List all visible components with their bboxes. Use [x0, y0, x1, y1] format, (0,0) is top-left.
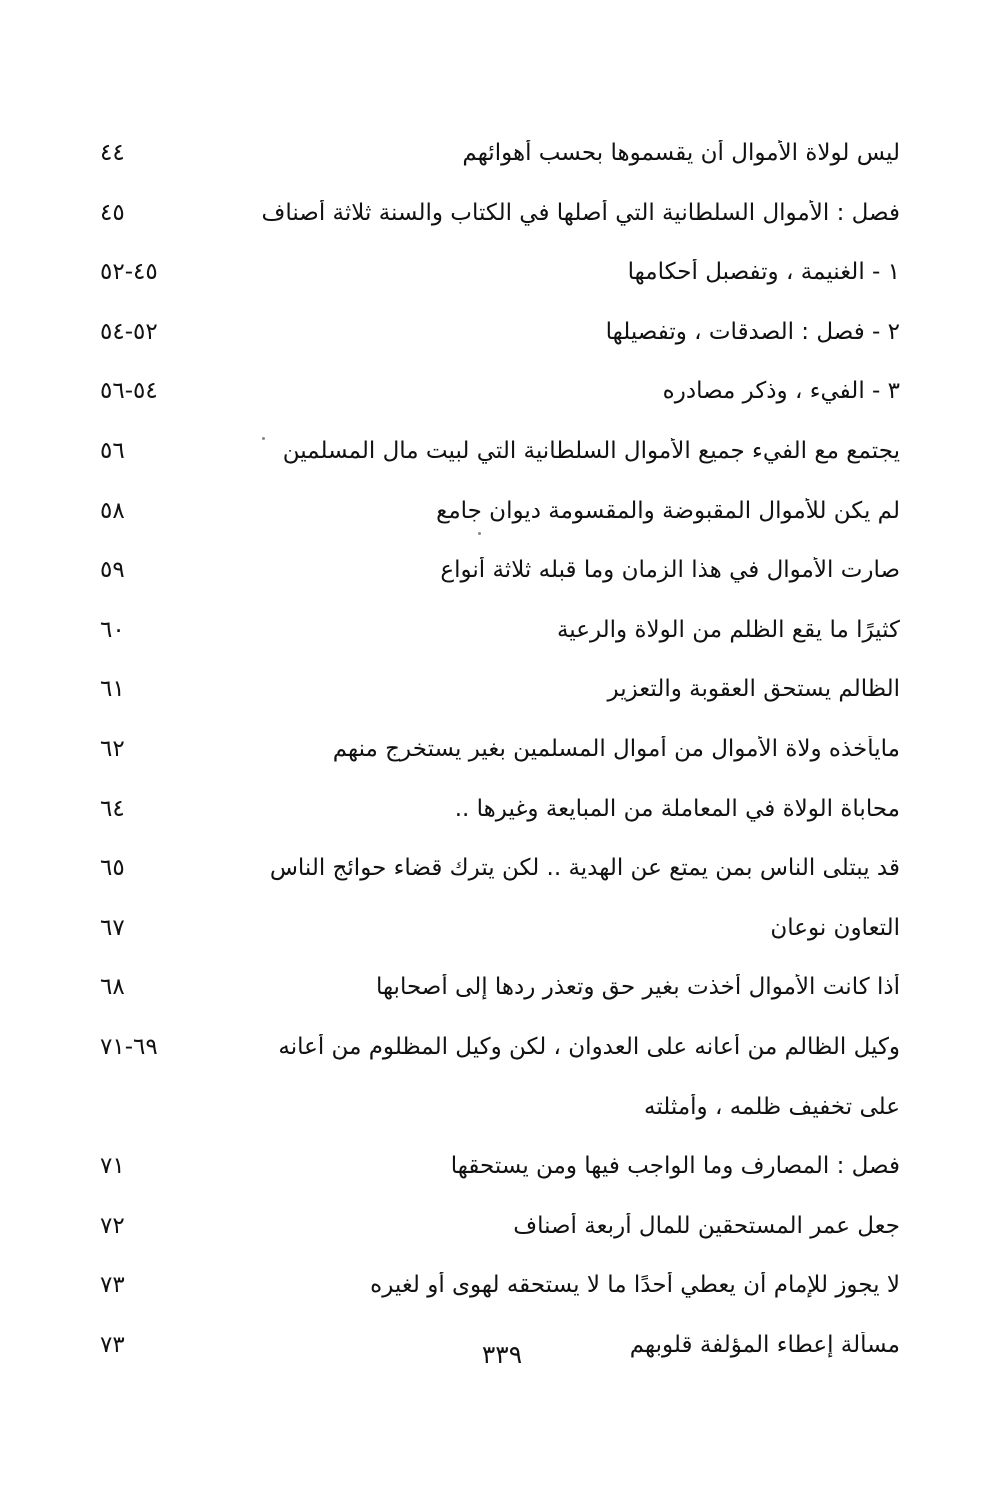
toc-entry-title: أذا كانت الأموال أخذت بغير حق وتعذر ردها إلى أصحابها: [375, 974, 900, 1001]
toc-entry-page: [100, 1094, 240, 1122]
toc-entry-title: قد يبتلى الناس بمن يمتع عن الهدية .. لكن يترك قضاء حوائج الناس: [269, 855, 900, 882]
toc-entry-page: ٥٩: [100, 557, 125, 584]
toc-entry: [100, 243, 900, 303]
scan-speck: [262, 437, 265, 440]
toc-entry-title: ليس لولاة الأموال أن يقسموها بحسب أهوائهم: [462, 140, 900, 166]
toc-entry-title: وكيل الظالم من أعانه على العدوان ، لكن وكيل المظلوم من أعانه: [278, 1033, 900, 1060]
toc-entry-page: ٦٩-٧١: [100, 1033, 158, 1060]
toc-entry-page: ٥٢-٥٤: [100, 318, 158, 345]
toc-entry-page: ٧١: [100, 1153, 125, 1180]
toc-entry: [100, 601, 900, 661]
toc-entry-title: فصل : الأموال السلطانية التي أصلها في الكتاب والسنة ثلاثة أصناف: [261, 199, 900, 226]
toc-entry: [100, 1018, 900, 1078]
toc-entry-page: ٧٢: [100, 1212, 125, 1239]
toc-entry-page: ٦٧: [100, 914, 125, 941]
toc-entry-title: يجتمع مع الفيء جميع الأموال السلطانية التي لبيت مال المسلمين: [282, 437, 900, 464]
toc-entry-page: ٥٨: [100, 497, 125, 524]
toc-entry-title: محاباة الولاة في المعاملة من المبايعة وغيرها ..: [454, 795, 900, 822]
toc-entry-title: لم يكن للأموال المقبوضة والمقسومة ديوان جامع: [436, 497, 900, 524]
toc-entry-page: ٥٤-٥٦: [100, 378, 158, 405]
toc-entry-title: فصل : المصارف وما الواجب فيها ومن يستحقها: [450, 1153, 900, 1180]
toc-entry: [100, 482, 900, 542]
toc-entry: [100, 422, 900, 482]
table-of-contents: [100, 124, 900, 1375]
toc-entry-page: ٦٤: [100, 795, 125, 822]
toc-entry: [100, 958, 900, 1018]
toc-entry-title: مايأخذه ولاة الأموال من أموال المسلمين بغير يستخرج منهم: [332, 735, 900, 762]
toc-entry-page: ٧٣: [100, 1272, 125, 1299]
toc-entry: [100, 124, 900, 184]
toc-entry-page: ٦١: [100, 676, 125, 703]
toc-entry-page: ٦٨: [100, 974, 125, 1001]
toc-entry: [100, 720, 900, 780]
toc-entry: [100, 541, 900, 601]
toc-entry: [100, 303, 900, 363]
toc-entry: [100, 660, 900, 720]
scan-speck: [478, 532, 481, 535]
toc-entry: [100, 1197, 900, 1257]
toc-entry: [100, 839, 900, 899]
toc-entry-page: ٦٠: [100, 616, 125, 643]
toc-entry-title: ١ - الغنيمة ، وتفصبل أحكامها: [627, 259, 900, 286]
toc-entry: [100, 780, 900, 840]
toc-entry-page: ٧٣: [100, 1331, 125, 1358]
toc-entry-title: ٣ - الفيء ، وذكر مصادره: [662, 378, 900, 405]
toc-entry-title: ٢ - فصل : الصدقات ، وتفصيلها: [605, 318, 900, 345]
page-number: ٣٣٩: [481, 1340, 523, 1369]
toc-entry-title: مسألة إعطاء المؤلفة قلوبهم: [629, 1331, 900, 1358]
toc-entry: [100, 362, 900, 422]
toc-entry-page: ٤٤: [100, 140, 125, 166]
toc-entry-title: جعل عمر المستحقين للمال أربعة أصناف: [513, 1212, 900, 1239]
toc-entry-title: صارت الأموال في هذا الزمان وما قبله ثلاثة أنواع: [440, 557, 900, 584]
toc-entry-page: ٦٢: [100, 735, 125, 762]
toc-entry-continuation: [100, 1078, 900, 1138]
toc-entry-page: ٥٦: [100, 437, 125, 464]
toc-entry-page: ٤٥-٥٢: [100, 259, 158, 286]
toc-entry: [100, 1137, 900, 1197]
toc-entry: [100, 1256, 900, 1316]
toc-entry: [100, 184, 900, 244]
toc-entry-title: كثيرًا ما يقع الظلم من الولاة والرعية: [556, 616, 900, 643]
toc-entry-title: على تخفيف ظلمه ، وأمثلته: [644, 1093, 900, 1120]
toc-entry-title: لا يجوز للإمام أن يعطي أحدًا ما لا يستحقه لهوى أو لغيره: [370, 1272, 900, 1299]
toc-entry-title: الظالم يستحق العقوبة والتعزير: [607, 676, 900, 703]
toc-entry-page: ٤٥: [100, 199, 125, 226]
toc-entry: [100, 899, 900, 959]
toc-entry-title: التعاون نوعان: [770, 914, 900, 941]
toc-entry-page: ٦٥: [100, 855, 125, 882]
